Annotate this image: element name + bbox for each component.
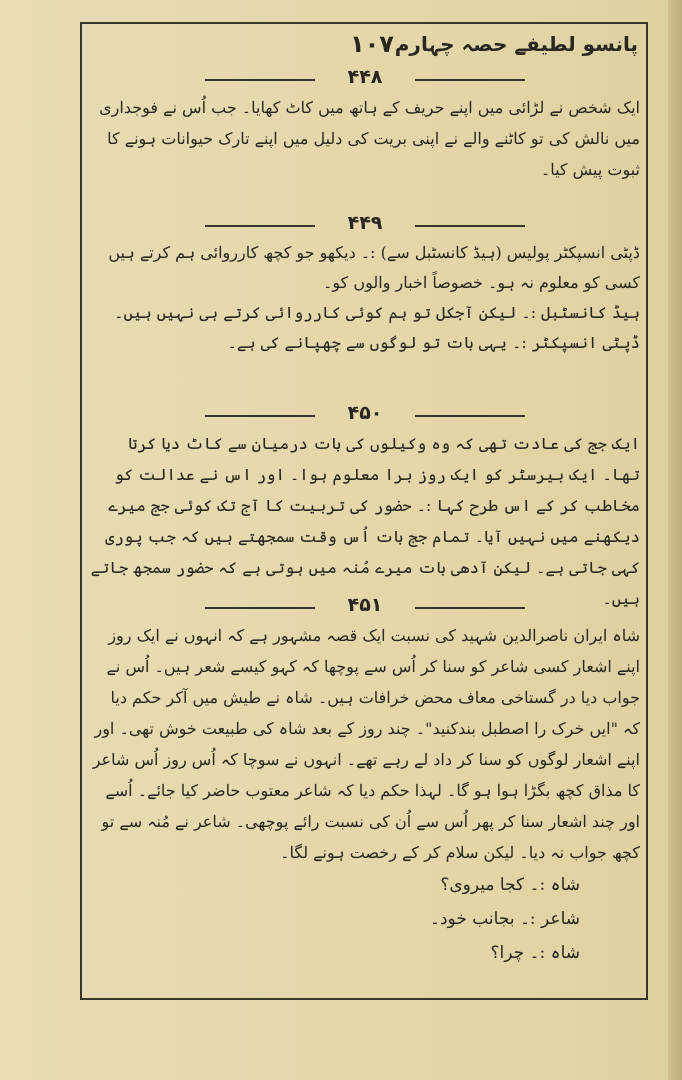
dialog-line: شاہ :۔ چرا؟	[490, 943, 580, 963]
page-header	[90, 30, 638, 64]
dialog-line: شاہ :۔ کجا میروی؟	[440, 875, 580, 895]
anecdote-number: ۴۵۰	[347, 402, 383, 424]
anecdote-text: ایک جج کی عادت تھی کہ وہ وکیلوں کی بات درمیان سے کاٹ دیا کرتا تھا۔ ایک بیرسٹر کو ایک روز برا معلوم ہوا۔ اور اس نے عدالت کو مخاطب کر کے اس طرح کہا :۔ حضور کی تربیت کا آج تک کوئی جج میرے دیکھنے میں نہیں آیا۔ تمام جج بات اُس وقت سمجھتے ہیں کہ جب پوری کہی جاتی ہے۔ لیکن آدھی بات میرے مُنہ میں ہوتی ہے کہ حضور سمجھ جاتے ہیں۔	[90, 434, 640, 608]
section-separator	[205, 212, 525, 238]
section-separator	[205, 66, 525, 92]
dialog-line: ڈپٹی انسپکٹر پولیس (ہیڈ کانسٹبل سے) :۔ دیکھو جو کچھ کارروائی ہم کرتے ہیں کسی کو معلوم نہ ہو۔ خصوصاً اخبار والوں کو۔	[108, 243, 640, 292]
page-spine	[668, 0, 682, 1080]
anecdote-number: ۴۴۸	[347, 66, 383, 88]
anecdote-449	[90, 212, 640, 358]
dialog-line: ہیڈ کانسٹبل :۔ لیکن آجکل تو ہم کوئی کارروائی کرتے ہی نہیں ہیں۔	[114, 303, 640, 322]
anecdote-text: ایک شخص نے لڑائی میں اپنے حریف کے ہاتھ میں کاٹ کھایا۔ جب اُس نے فوجداری میں نالش کی تو کاٹنے والے نے اپنی بریت کی دلیل میں اپنے تارک حیوانات ہونے کا ثبوت پیش کیا۔	[99, 98, 640, 179]
section-separator	[205, 594, 525, 620]
page-number: ۱۰۷	[350, 30, 394, 58]
anecdote-number: ۴۴۹	[347, 212, 383, 234]
anecdote-451	[90, 594, 640, 970]
anecdote-number: ۴۵۱	[347, 594, 383, 616]
anecdote-448	[90, 66, 640, 185]
book-title: پانسو لطیفے حصہ چہارم	[394, 32, 638, 56]
anecdote-text: شاہ ایران ناصرالدین شہید کی نسبت ایک قصہ مشہور ہے کہ انہوں نے ایک روز اپنے اشعار کسی شاعر کو سنا کر اُس سے پوچھا کہ کہو کیسے شعر ہیں۔ اُس نے جواب دیا در گستاخی معاف محض خرافات ہیں۔ شاہ نے طیش میں آکر حکم دیا کہ "ایں خرک را اصطبل بندکنید"۔ چند روز کے بعد شاہ کی طبیعت خوش تھی۔ اور اپنے اشعار لوگوں کو سنا کر داد لے رہے تھے۔ انہوں نے سوچا کہ اُس روز اُس شاعر کا مذاق کچھ بگڑا ہوا ہو گا۔ لہذا حکم دیا کہ شاعر معتوب حاضر کیا جائے۔ اُسے اور چند اشعار سنا کر پھر اُس سے اُن کی نسبت رائے پوچھی۔ شاعر نے مُنہ سے تو کچھ جواب نہ دیا۔ لیکن سلام کر کے رخصت ہونے لگا۔	[92, 626, 640, 862]
anecdote-450	[90, 402, 640, 614]
dialog-line: ڈپٹی انسپکٹر :۔ یہی بات تو لوگوں سے چھپانے کی ہے۔	[227, 333, 640, 352]
section-separator	[205, 402, 525, 428]
dialog-line: شاعر :۔ بجانب خود۔	[430, 909, 580, 929]
